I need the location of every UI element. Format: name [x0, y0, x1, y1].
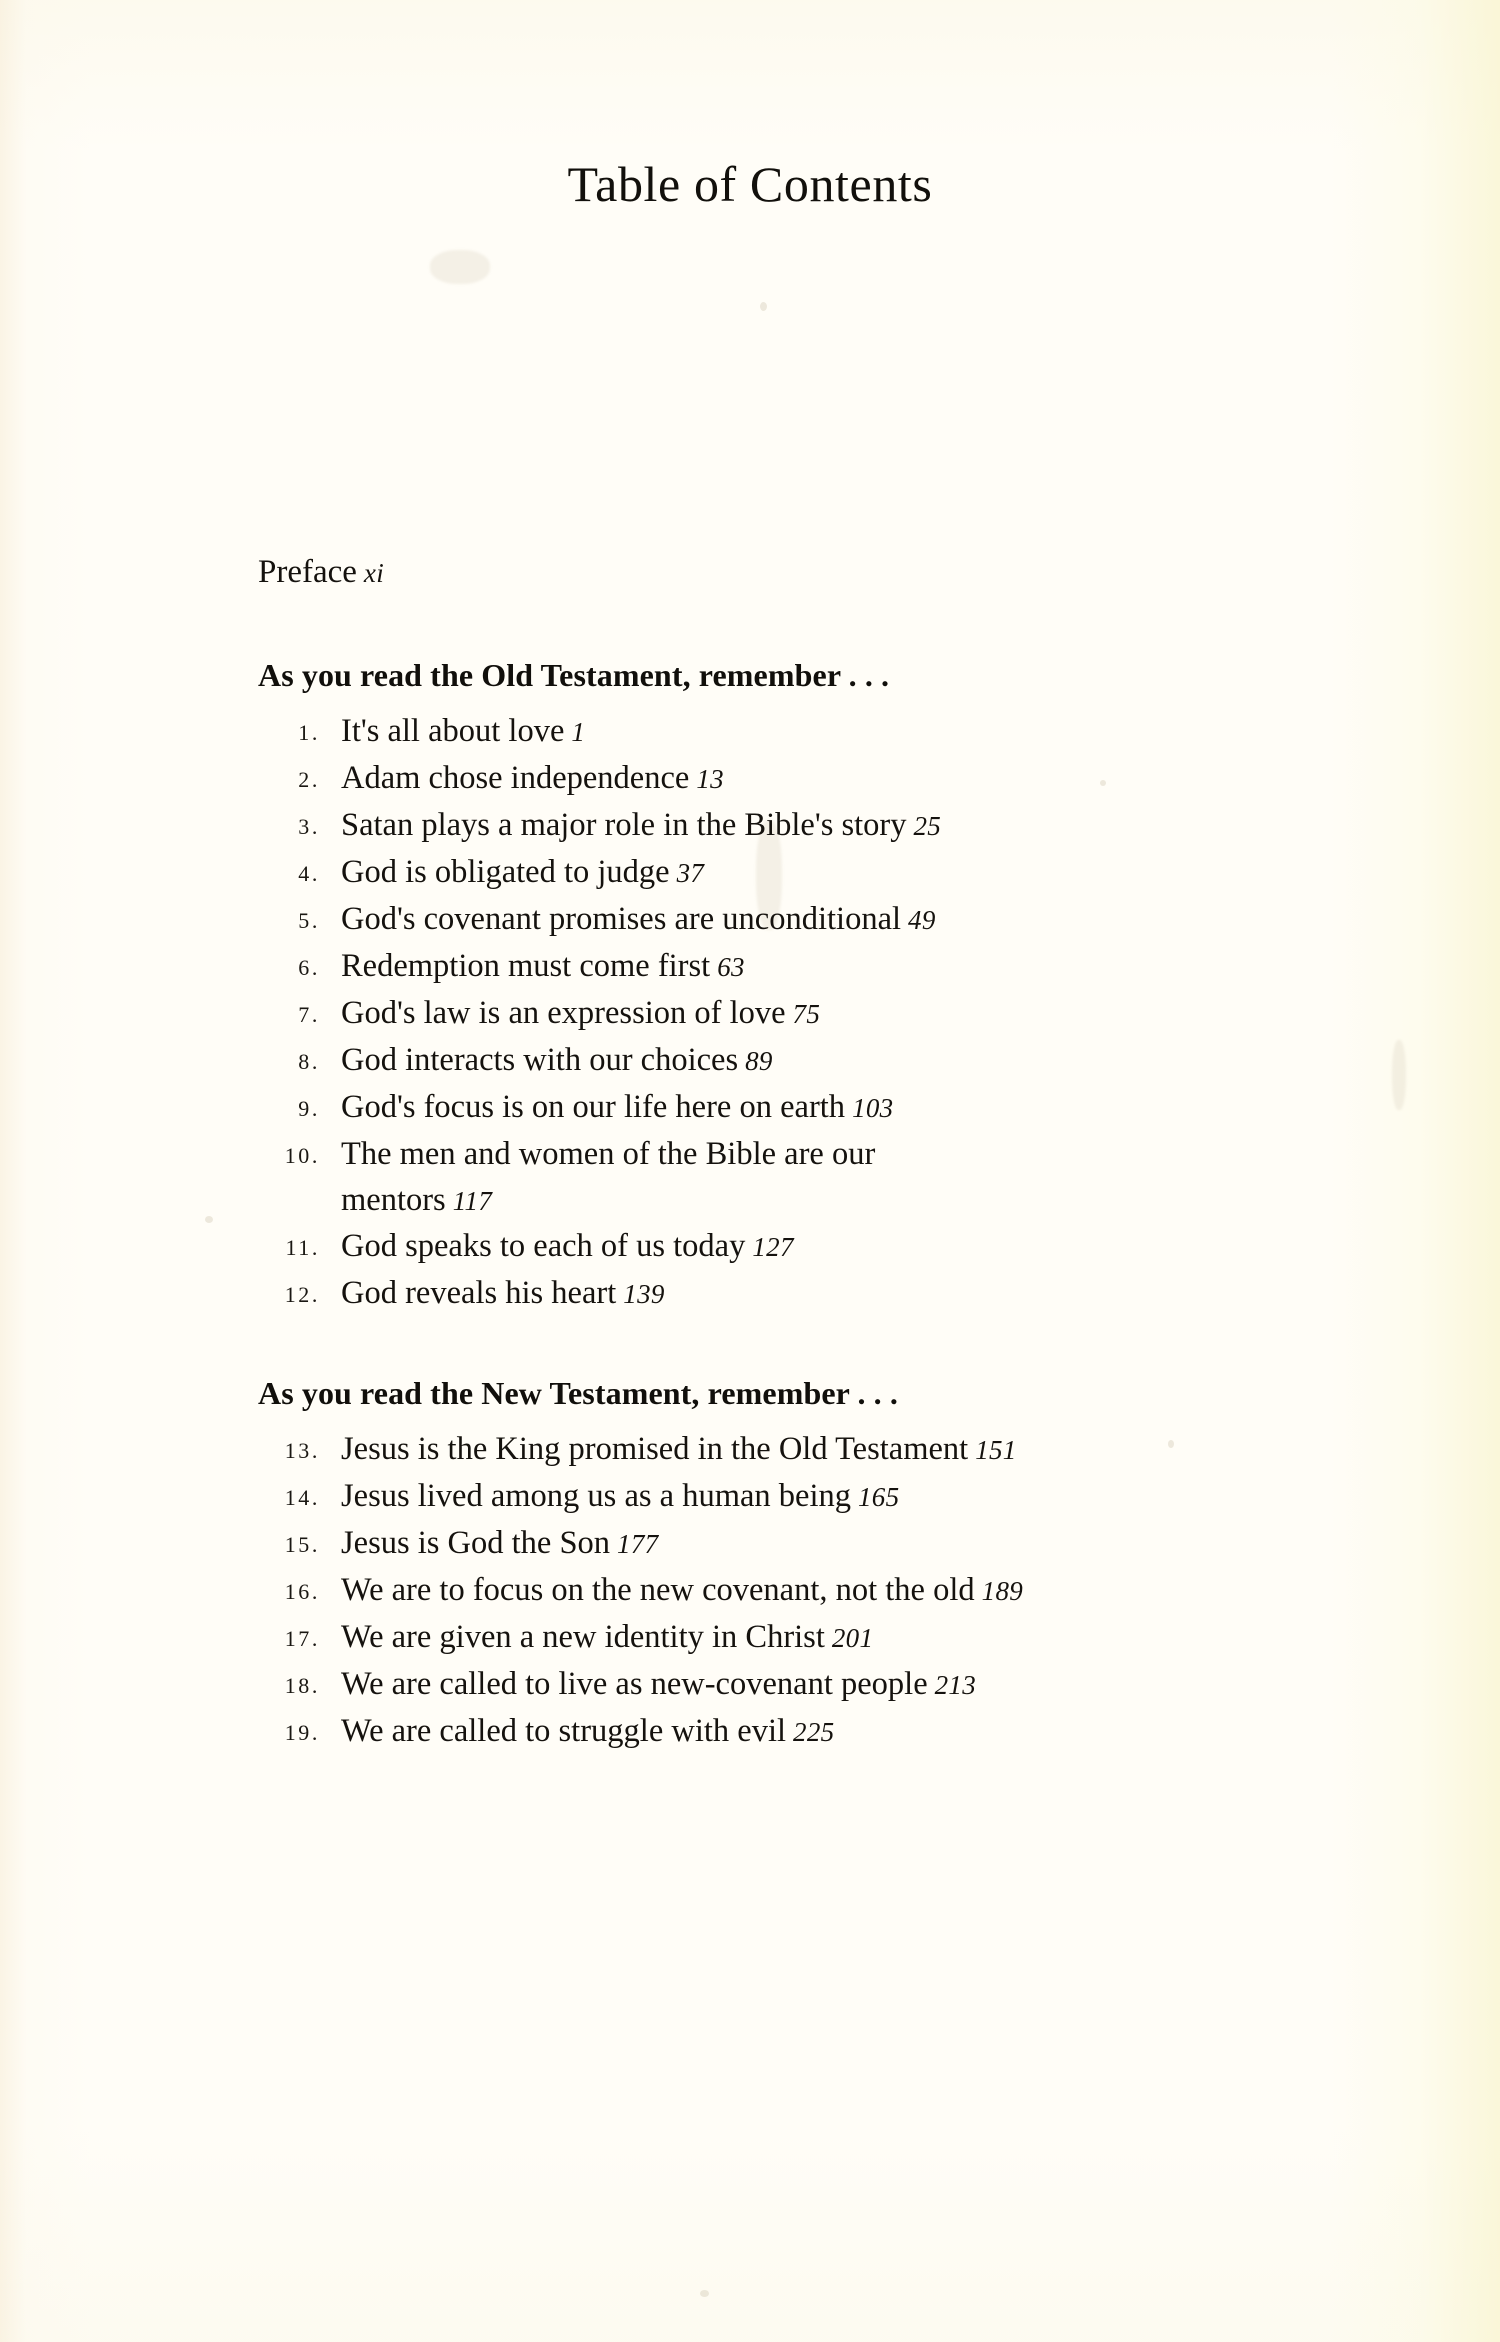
entry-page-number: 63	[717, 952, 745, 982]
toc-entry[interactable]	[258, 992, 1438, 1039]
entry-number: 12.	[284, 1281, 320, 1307]
entry-title-text: We are called to live as new-covenant people	[341, 1665, 928, 1702]
entry-page-number: 117	[452, 1185, 493, 1216]
entry-title	[320, 1475, 1438, 1520]
entry-title-text: Satan plays a major role in the Bible's story	[341, 807, 907, 843]
toc-entry[interactable]	[258, 1475, 1438, 1522]
entry-title-text: We are given a new identity in Christ	[341, 1618, 825, 1655]
entry-title-text: Redemption must come first	[341, 948, 711, 984]
entry-title	[320, 1569, 1438, 1614]
entry-title	[320, 1428, 1438, 1473]
toc-entry[interactable]	[258, 804, 1438, 851]
entry-title	[320, 757, 1438, 802]
entry-page-number: 89	[745, 1046, 773, 1076]
entry-number: 16.	[284, 1578, 320, 1604]
preface-page-number: xi	[363, 558, 385, 588]
section-heading-new-testament: As you read the New Testament, remember . . .	[258, 1374, 898, 1411]
toc-entry[interactable]	[258, 1428, 1438, 1475]
toc-entry[interactable]	[258, 1663, 1438, 1710]
toc-entry[interactable]	[258, 710, 1438, 757]
entry-title-continued-text: mentors	[341, 1181, 446, 1218]
entry-title	[320, 1225, 1438, 1270]
entry-number: 8.	[298, 1049, 320, 1074]
entry-title	[320, 1272, 1438, 1317]
entry-number: 14.	[284, 1484, 320, 1510]
entry-page-number: 201	[831, 1622, 874, 1653]
entry-title-text: It's all about love	[341, 713, 565, 749]
entry-title	[320, 898, 1438, 943]
toc-section-old-testament	[258, 657, 1438, 1319]
entry-title-text: Adam chose independence	[341, 760, 690, 796]
entry-number: 19.	[284, 1719, 320, 1745]
entry-number: 13.	[284, 1437, 320, 1463]
entry-number: 18.	[284, 1672, 320, 1698]
entry-number: 4.	[298, 861, 320, 886]
entry-title-text: Jesus is the King promised in the Old Testament	[341, 1430, 969, 1467]
toc-entry[interactable]	[258, 898, 1438, 945]
toc-entry[interactable]	[258, 1086, 1438, 1133]
entry-page-number: 213	[934, 1669, 977, 1700]
toc-entry[interactable]	[258, 1522, 1438, 1569]
entry-number: 17.	[284, 1625, 320, 1651]
preface-label: Preface	[258, 554, 357, 590]
entry-number: 9.	[298, 1096, 320, 1121]
entry-title-text: God is obligated to judge	[341, 854, 670, 890]
entry-number: 7.	[298, 1002, 320, 1027]
entry-title-text: God's focus is on our life here on earth	[341, 1089, 846, 1125]
entry-page-number: 13	[696, 764, 724, 794]
entry-page-number: 151	[975, 1434, 1017, 1465]
table-of-contents	[258, 556, 1438, 1757]
entry-page-number: 225	[793, 1716, 835, 1747]
toc-entry[interactable]	[258, 1225, 1438, 1272]
entry-title-text: God's covenant promises are unconditional	[341, 901, 902, 937]
entry-title	[320, 804, 1438, 849]
entry-number: 15.	[284, 1531, 320, 1557]
toc-entry-preface[interactable]	[258, 556, 1438, 589]
entry-page-number: 103	[852, 1093, 894, 1123]
entry-title	[320, 945, 1438, 990]
toc-entry[interactable]	[258, 1569, 1438, 1616]
entry-number: 1.	[298, 720, 320, 745]
entry-page-number: 189	[981, 1575, 1024, 1606]
entry-title-text: God reveals his heart	[341, 1274, 617, 1311]
section-heading-old-testament: As you read the Old Testament, remember . . .	[258, 657, 890, 693]
entry-title	[320, 1522, 1438, 1567]
page-title: Table of Contents	[567, 156, 933, 212]
entry-title	[320, 851, 1438, 896]
entry-page-number: 1	[571, 717, 586, 747]
entry-number: 10.	[284, 1143, 320, 1168]
entry-title	[320, 1663, 1438, 1708]
entry-number: 2.	[298, 767, 320, 792]
entry-title-text: We are to focus on the new covenant, not the old	[341, 1571, 975, 1608]
entry-title	[320, 1086, 1438, 1131]
entry-title-text: God's law is an expression of love	[341, 995, 786, 1031]
entry-page-number: 49	[908, 905, 936, 935]
entry-page-number: 75	[792, 999, 821, 1029]
entry-page-number: 177	[617, 1528, 659, 1559]
entry-title	[320, 1039, 1438, 1084]
entry-page-number: 127	[752, 1231, 794, 1262]
toc-entry[interactable]	[258, 1133, 1438, 1225]
entry-page-number: 25	[913, 811, 942, 841]
entry-page-number: 165	[858, 1481, 900, 1512]
entry-number: 5.	[298, 908, 320, 933]
entry-title	[320, 1710, 1438, 1755]
entry-number: 3.	[298, 814, 320, 839]
toc-entry[interactable]	[258, 1616, 1438, 1663]
entry-number: 6.	[298, 955, 320, 980]
entry-title	[320, 1616, 1438, 1661]
entry-number-spacer	[258, 1179, 320, 1224]
toc-entry[interactable]	[258, 1710, 1438, 1757]
entry-title	[320, 710, 1438, 755]
toc-entry[interactable]	[258, 851, 1438, 898]
entry-page-number: 37	[676, 858, 705, 888]
entry-title-text: God speaks to each of us today	[341, 1227, 746, 1264]
toc-entry[interactable]	[258, 757, 1438, 804]
entry-title-continuation-line	[258, 1179, 1438, 1224]
entry-title-text: Jesus is God the Son	[341, 1524, 611, 1561]
toc-entry[interactable]	[258, 1039, 1438, 1086]
entry-title-text: Jesus lived among us as a human being	[341, 1477, 851, 1514]
entry-title	[320, 992, 1438, 1037]
entry-title-text: We are called to struggle with evil	[341, 1712, 787, 1749]
entry-title: The men and women of the Bible are our	[341, 1136, 876, 1172]
entry-number: 11.	[285, 1234, 320, 1260]
entry-page-number: 139	[623, 1278, 665, 1309]
entry-title-text: God interacts with our choices	[341, 1042, 739, 1078]
toc-entry[interactable]	[258, 1272, 1438, 1319]
entry-title-continued	[320, 1179, 492, 1224]
toc-entry-list-new-testament	[258, 1428, 1438, 1757]
toc-entry[interactable]	[258, 945, 1438, 992]
toc-entry-list-old-testament	[258, 710, 1438, 1319]
toc-section-new-testament	[258, 1375, 1438, 1757]
